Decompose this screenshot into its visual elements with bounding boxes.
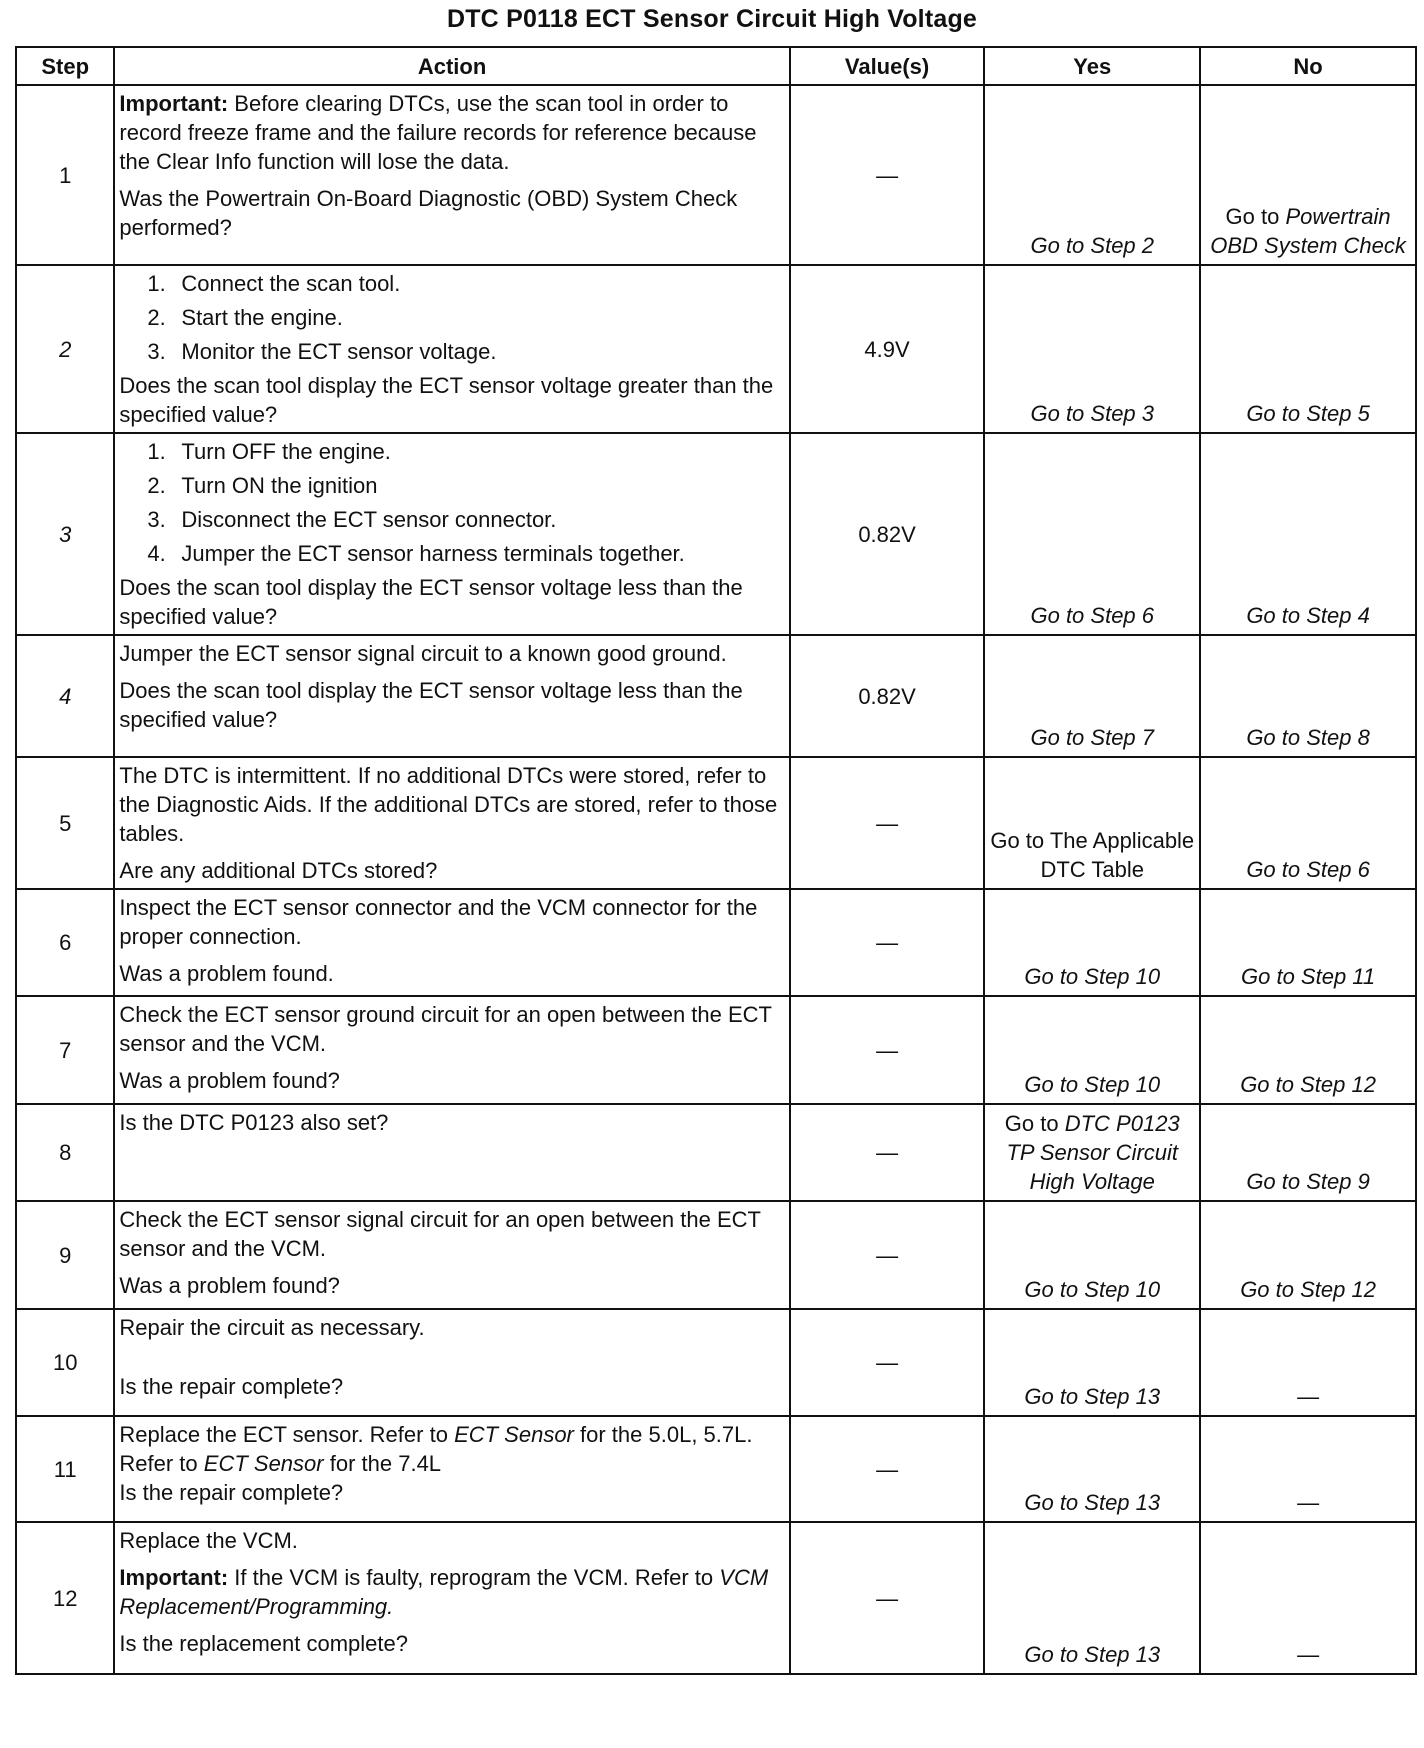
value-cell: — <box>790 996 985 1104</box>
yes-link[interactable]: Go to Step 10 <box>984 996 1200 1104</box>
yes-link[interactable]: Go to Step 10 <box>984 889 1200 996</box>
important-note <box>119 89 783 176</box>
step-number: 4 <box>16 635 114 757</box>
ect-sensor-link[interactable]: ECT Sensor <box>454 1422 574 1447</box>
step-number: 7 <box>16 996 114 1104</box>
question-text: Does the scan tool display the ECT sensor voltage less than the specified value? <box>119 678 743 732</box>
yes-link[interactable]: Go to Step 3 <box>984 265 1200 433</box>
step-number: 11 <box>16 1416 114 1522</box>
no-link[interactable]: Go to Step 11 <box>1200 889 1416 996</box>
action-text: Replace the ECT sensor. Refer to ECT Sensor for the 5.0L, 5.7L. Refer to ECT Sensor for the 7.4L <box>119 1422 753 1476</box>
table-row <box>16 1522 1416 1674</box>
step-number: 10 <box>16 1309 114 1416</box>
table-row <box>16 635 1416 757</box>
table-row <box>16 433 1416 635</box>
no-link[interactable]: Go to Step 12 <box>1200 1201 1416 1309</box>
step-number: 3 <box>16 433 114 635</box>
header-values: Value(s) <box>790 47 985 85</box>
no-cell: — <box>1200 1309 1416 1416</box>
yes-link[interactable]: Go to Step 2 <box>984 85 1200 265</box>
action-text: Check the ECT sensor signal circuit for an open between the ECT sensor and the VCM. <box>119 1207 761 1261</box>
step-number: 2 <box>16 265 114 433</box>
question-text: Does the scan tool display the ECT sensor voltage less than the specified value? <box>119 575 743 629</box>
question-text: Is the DTC P0123 also set? <box>119 1110 389 1135</box>
yes-link-text[interactable]: DTC P0123 TP Sensor Circuit High Voltage <box>1006 1111 1180 1194</box>
yes-link[interactable]: Go to Step 10 <box>984 1201 1200 1309</box>
value-cell: — <box>790 1522 985 1674</box>
vcm-replacement-link[interactable]: VCM Replacement/Programming. <box>119 1565 769 1619</box>
question-text: Was a problem found? <box>119 1273 340 1298</box>
ect-sensor-link[interactable]: ECT Sensor <box>203 1451 324 1476</box>
action-text: Check the ECT sensor ground circuit for an open between the ECT sensor and the VCM. <box>119 1002 772 1056</box>
step-number: 12 <box>16 1522 114 1674</box>
table-row <box>16 265 1416 433</box>
action-text: The DTC is intermittent. If no additional DTCs were stored, refer to the Diagnostic Aids. If the additional DTCs are stored, refer to those tables. <box>119 763 778 846</box>
list-item: 2. Start the engine. <box>147 305 343 330</box>
action-cell <box>114 265 789 433</box>
important-note <box>119 1563 783 1621</box>
action-cell <box>114 1416 789 1522</box>
action-text: Jumper the ECT sensor signal circuit to a known good ground. <box>119 641 727 666</box>
table-row <box>16 1104 1416 1201</box>
yes-prefix: Go to <box>1004 1111 1059 1136</box>
value-cell: — <box>790 757 985 889</box>
step-number: 8 <box>16 1104 114 1201</box>
important-label: Important: <box>119 1565 229 1590</box>
table-row <box>16 85 1416 265</box>
page-title: DTC P0118 ECT Sensor Circuit High Voltage <box>446 5 978 33</box>
list-item: 4. Jumper the ECT sensor harness terminals together. <box>147 541 685 566</box>
action-cell <box>114 1309 789 1416</box>
action-cell <box>114 85 789 265</box>
table-row <box>16 1201 1416 1309</box>
step-number: 5 <box>16 757 114 889</box>
yes-link[interactable]: Go to The Applicable DTC Table <box>984 757 1200 889</box>
question-text: Does the scan tool display the ECT sensor voltage greater than the specified value? <box>119 373 774 427</box>
action-cell <box>114 433 789 635</box>
yes-link[interactable]: Go to Step 13 <box>984 1416 1200 1522</box>
action-cell <box>114 635 789 757</box>
table-row <box>16 1416 1416 1522</box>
header-row <box>16 47 1416 85</box>
value-cell: 0.82V <box>790 433 985 635</box>
question-text: Is the repair complete? <box>119 1374 344 1399</box>
action-cell <box>114 1201 789 1309</box>
action-text: Replace the VCM. <box>119 1528 298 1553</box>
header-action: Action <box>114 47 789 85</box>
table-row <box>16 996 1416 1104</box>
no-link[interactable]: Go to Step 8 <box>1200 635 1416 757</box>
no-link[interactable]: Go to Step 5 <box>1200 265 1416 433</box>
no-link[interactable]: Go to Step 6 <box>1200 757 1416 889</box>
header-step: Step <box>16 47 114 85</box>
important-label: Important: <box>119 91 229 116</box>
value-cell: 4.9V <box>790 265 985 433</box>
action-text: Inspect the ECT sensor connector and the VCM connector for the proper connection. <box>119 895 758 949</box>
header-yes: Yes <box>984 47 1200 85</box>
important-text: Before clearing DTCs, use the scan tool in order to record freeze frame and the failure records for reference because the Clear Info function will lose the data. <box>119 91 757 174</box>
value-cell: — <box>790 85 985 265</box>
list-item: 1. Turn OFF the engine. <box>147 439 391 464</box>
action-cell <box>114 1522 789 1674</box>
no-link[interactable]: Go to Step 12 <box>1200 996 1416 1104</box>
question-text: Is the repair complete? <box>119 1480 344 1505</box>
value-cell: 0.82V <box>790 635 985 757</box>
question-text: Are any additional DTCs stored? <box>119 858 438 883</box>
no-link[interactable] <box>1200 85 1416 265</box>
no-link[interactable]: Go to Step 9 <box>1200 1104 1416 1201</box>
list-item: 3. Disconnect the ECT sensor connector. <box>147 507 557 532</box>
no-prefix: Go to <box>1225 204 1280 229</box>
no-cell: — <box>1200 1416 1416 1522</box>
value-cell: — <box>790 1104 985 1201</box>
step-number: 1 <box>16 85 114 265</box>
yes-link[interactable] <box>984 1104 1200 1201</box>
yes-link[interactable]: Go to Step 13 <box>984 1522 1200 1674</box>
no-link[interactable]: Go to Step 4 <box>1200 433 1416 635</box>
table-row <box>16 757 1416 889</box>
question-text: Was a problem found. <box>119 961 334 986</box>
yes-link[interactable]: Go to Step 6 <box>984 433 1200 635</box>
value-cell: — <box>790 889 985 996</box>
no-cell: — <box>1200 1522 1416 1674</box>
yes-link[interactable]: Go to Step 7 <box>984 635 1200 757</box>
list-item: 3. Monitor the ECT sensor voltage. <box>147 339 497 364</box>
question-text: Was a problem found? <box>119 1068 340 1093</box>
action-cell <box>114 757 789 889</box>
table-row <box>16 889 1416 996</box>
header-no: No <box>1200 47 1416 85</box>
value-cell: — <box>790 1201 985 1309</box>
diagnostic-table <box>15 46 1417 1675</box>
list-item: 2. Turn ON the ignition <box>147 473 378 498</box>
table-row <box>16 1309 1416 1416</box>
step-number: 6 <box>16 889 114 996</box>
action-cell <box>114 1104 789 1201</box>
list-item: 1. Connect the scan tool. <box>147 271 401 296</box>
question-text: Is the replacement complete? <box>119 1631 408 1656</box>
value-cell: — <box>790 1416 985 1522</box>
question-text: Was the Powertrain On-Board Diagnostic (OBD) System Check performed? <box>119 186 738 240</box>
action-text: Repair the circuit as necessary. <box>119 1315 425 1340</box>
yes-link[interactable]: Go to Step 13 <box>984 1309 1200 1416</box>
value-cell: — <box>790 1309 985 1416</box>
no-link-text[interactable]: Powertrain OBD System Check <box>1210 204 1406 258</box>
important-text: If the VCM is faulty, reprogram the VCM. Refer to <box>234 1565 714 1590</box>
action-cell <box>114 996 789 1104</box>
action-cell <box>114 889 789 996</box>
step-number: 9 <box>16 1201 114 1309</box>
